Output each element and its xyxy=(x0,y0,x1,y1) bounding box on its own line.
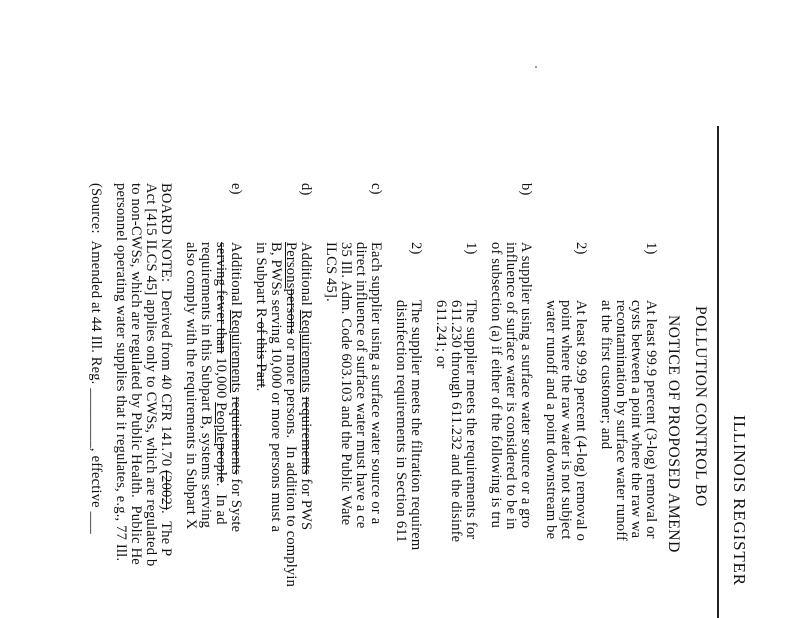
item-b-2-line-1: The supplier meets the filtration requirem xyxy=(408,300,424,551)
item-a-1-line-2: cysts between a point where the raw wa xyxy=(628,300,644,539)
item-a-2-line-1: At least 99.99 percent (4-log) removal o xyxy=(573,300,589,542)
item-c-line-3: 35 Ill. Adm. Code 603.103 and the Public Wate xyxy=(338,242,354,526)
item-b-2-line-2: disinfection requirements in Section 611 xyxy=(393,300,409,543)
header-rule xyxy=(717,126,719,618)
item-e-label: e) xyxy=(228,183,244,195)
item-c-line-1: Each supplier using a surface water source or a xyxy=(368,242,384,525)
item-d-line-1: Additional Requirements requirements for PWS xyxy=(298,242,314,531)
item-b-2-label: 2) xyxy=(408,242,424,255)
item-b-1-line-2: 611.230 through 611.232 and the disinfe xyxy=(448,300,464,543)
item-a-2-line-2: point where the raw water is not subject xyxy=(558,300,574,540)
board-note-line-1: BOARD NOTE: Derived from 40 CFR 141.70 (2002). The P xyxy=(158,183,174,557)
item-d-line-2: Personspersons or more persons. In addition to complyin xyxy=(283,242,299,588)
item-b-1-line-1: The supplier meets the requirements for xyxy=(463,300,479,540)
item-a-2-label: 2) xyxy=(573,242,589,255)
item-a-1-line-3: recontamination by surface water runoff xyxy=(613,300,629,542)
item-e-line-2: serving fewer than 10,000 Peoplepeople. In ad xyxy=(213,242,229,525)
item-b-line-3: of subsection (a) if either of the following is tru xyxy=(488,242,504,529)
item-b-label: b) xyxy=(518,183,534,196)
item-b-line-2: influence of surface water is considered to be in xyxy=(503,242,519,530)
item-c-line-2: direct influence of surface water must have a ce xyxy=(353,242,369,529)
board-note-line-3: to non-CWSs, which are regulated by Public Health. Public He xyxy=(128,183,144,565)
item-e-line-4: also comply with the requirements in Subpart X xyxy=(183,242,199,530)
item-e-line-1: Additional Requirements requirements for Syste xyxy=(228,242,244,533)
item-a-2-line-3: water runoff and a point downstream be xyxy=(543,300,559,540)
scan-speck xyxy=(535,66,537,68)
item-c-line-4: ILCS 45]. xyxy=(323,242,339,302)
board-note-line-4: personnel operating water supplies that it regulates, e.g., 77 Ill. xyxy=(113,183,129,562)
item-c-label: c) xyxy=(368,183,384,195)
item-a-1-line-1: At least 99.9 percent (3-log) removal or xyxy=(643,300,659,539)
source-note: (Source: Amended at 44 Ill. Reg. ________, effective ___ xyxy=(88,183,104,534)
item-b-1-line-3: 611.241; or xyxy=(433,300,449,369)
item-e-line-3: requirements in this Subpart B, systems serving xyxy=(198,242,214,529)
item-d-label: d) xyxy=(298,183,314,196)
item-b-1-label: 1) xyxy=(463,242,479,255)
board-note-line-2: Act [415 ILCS 45] applies only to CWSs, which are regulated b xyxy=(143,183,159,567)
item-b-line-1: A supplier using a surface water source or a gro xyxy=(518,242,534,529)
item-a-1-label: 1) xyxy=(643,242,659,255)
register-title: ILLINOIS REGISTER xyxy=(730,415,749,586)
notice-title: NOTICE OF PROPOSED AMEND xyxy=(665,315,682,553)
item-a-1-line-4: at the first customer; and xyxy=(598,300,614,450)
item-d-line-3: B, PWSs serving 10,000 or more persons must a xyxy=(268,242,284,533)
item-d-line-4: in Subpart R of this Part. xyxy=(253,242,269,392)
agency-name: POLLUTION CONTROL BO xyxy=(692,306,709,507)
